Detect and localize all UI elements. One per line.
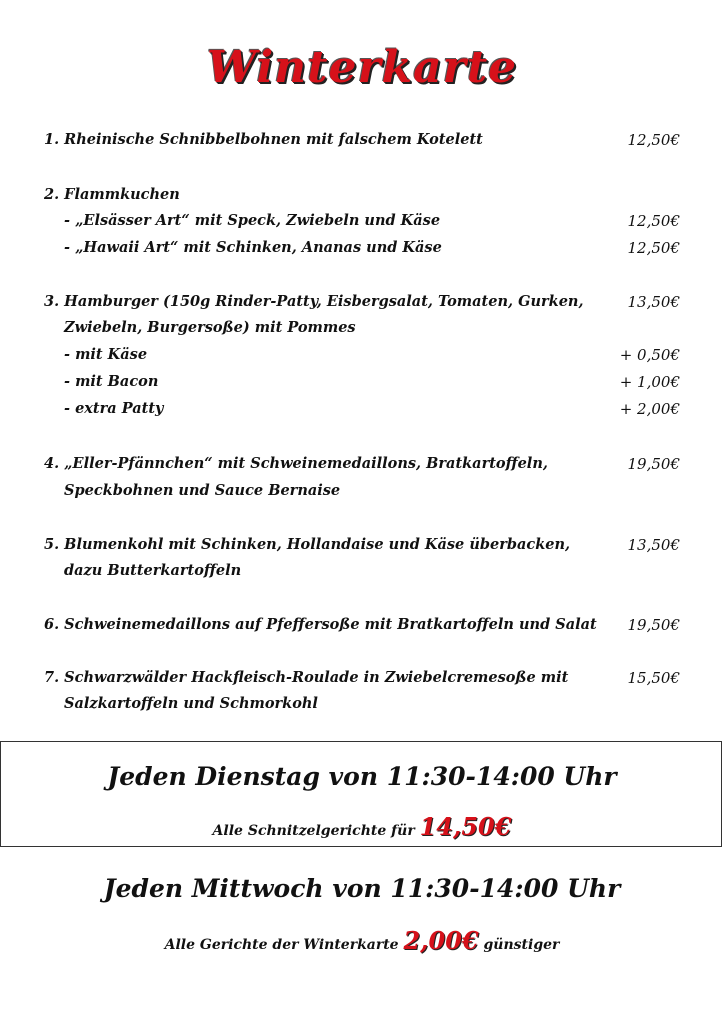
menu-item-name: Salzkartoffeln und Schmorkohl (64, 695, 318, 712)
menu-item-name: - extra Patty (64, 400, 164, 417)
menu-item-name: - mit Käse (64, 346, 148, 363)
menu-item-price: 13,50€ (627, 536, 680, 554)
tuesday-offer (0, 812, 724, 841)
menu-item-name: 7. Schwarzwälder Hackfleisch-Roulade in Zwiebelcremesoße mit (44, 669, 569, 686)
menu-title: Winterkarte (206, 42, 518, 93)
menu-item-name: Speckbohnen und Sauce Bernaise (64, 482, 341, 499)
menu-item-price: 19,50€ (627, 455, 680, 473)
menu-item-price: 12,50€ (627, 239, 680, 257)
menu-item-price: 19,50€ (627, 616, 680, 634)
menu-item-name: - mit Bacon (64, 373, 159, 390)
tuesday-heading: Jeden Dienstag von 11:30-14:00 Uhr (107, 762, 617, 791)
wednesday-offer-price: 2,00€ (403, 926, 479, 955)
menu-item-name: - „Hawaii Art“ mit Schinken, Ananas und Käse (64, 239, 442, 256)
wednesday-offer-text: Alle Gerichte der Winterkarte (164, 937, 399, 953)
menu-item-name: 5. Blumenkohl mit Schinken, Hollandaise und Käse überbacken, (44, 536, 571, 553)
menu-item-price: 12,50€ (627, 212, 680, 230)
menu-item-name: 6. Schweinemedaillons auf Pfeffersoße mit Bratkartoffeln und Salat (44, 616, 597, 633)
menu-item-name: 2. Flammkuchen (44, 186, 180, 203)
menu-item-name: - „Elsässer Art“ mit Speck, Zwiebeln und Käse (64, 212, 441, 229)
menu-item-price: 12,50€ (627, 131, 680, 149)
menu-item-price: 13,50€ (627, 293, 680, 311)
menu-item-price: + 2,00€ (619, 400, 680, 418)
menu-item-name: 3. Hamburger (150g Rinder-Patty, Eisbergsalat, Tomaten, Gurken, (44, 293, 584, 310)
wednesday-offer (0, 926, 724, 955)
menu-item-name: 1. Rheinische Schnibbelbohnen mit falschem Kotelett (44, 131, 483, 148)
tuesday-offer-price: 14,50€ (419, 812, 512, 841)
menu-item-price: + 0,50€ (619, 346, 680, 364)
menu-item-name: Zwiebeln, Burgersoße) mit Pommes (64, 319, 356, 336)
tuesday-offer-text: Alle Schnitzelgerichte für (212, 823, 415, 839)
wednesday-heading: Jeden Mittwoch von 11:30-14:00 Uhr (103, 874, 621, 903)
menu-item-name: dazu Butterkartoffeln (64, 562, 242, 579)
menu-item-price: 15,50€ (627, 669, 680, 687)
menu-item-name: 4. „Eller-Pfännchen“ mit Schweinemedaillons, Bratkartoffeln, (44, 455, 548, 472)
wednesday-offer-suffix: günstiger (483, 937, 560, 953)
menu-item-price: + 1,00€ (619, 373, 680, 391)
